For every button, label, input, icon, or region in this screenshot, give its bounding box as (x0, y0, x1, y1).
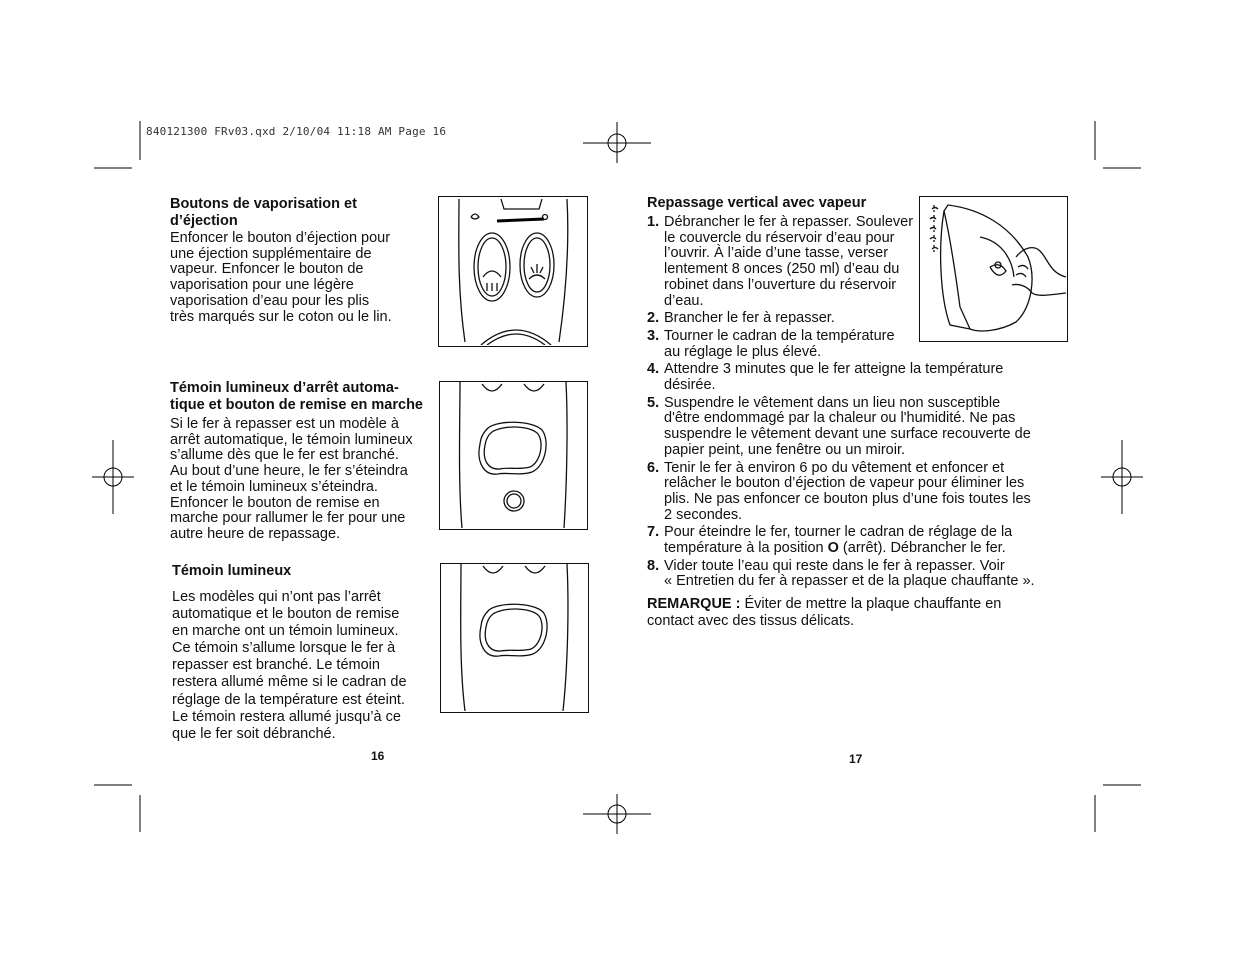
figure-auto-shutoff-light (439, 381, 588, 530)
section-title: Boutons de vaporisation et d’éjection (170, 196, 357, 229)
step: 2. Brancher le fer à repasser. (647, 310, 835, 327)
left-section-spray-burst (170, 196, 435, 325)
section-title: Témoin lumineux (172, 563, 292, 579)
section-body: Enfoncer le bouton d’éjection pour une éjection supplémentaire de vapeur. Enfoncer le bouton de vaporisation pour une légère vaporisation d’eau pour les plis très marqués sur le coton ou le lin. (170, 230, 392, 325)
page-number-right: 17 (849, 752, 863, 766)
step: 3. Tourner le cadran de la température au réglage le plus élevé. (647, 327, 895, 360)
step: 4. Attendre 3 minutes que le fer atteigne la température désirée. (647, 361, 1004, 394)
right-section-title: Repassage vertical avec vapeur (647, 195, 867, 211)
step: 5. Suspendre le vêtement dans un lieu non susceptible d'être endommagé par la chaleur ou l'humidité. Ne pas suspendre le vêtement devant une surface recouverte de papier peint, une fenêtre ou un miroir. (647, 394, 1031, 458)
print-header: 840121300 FRv03.qxd 2/10/04 11:18 AM Page 16 (146, 125, 447, 138)
figure-indicator-light (440, 563, 589, 713)
step-line: température à la position O (arrêt). Débrancher le fer. (664, 540, 1006, 557)
step: 7. Pour éteindre le fer, tourner le cadran de réglage de la température à la position O (arrêt). Débrancher le fer. (647, 525, 1067, 556)
note: REMARQUE : Éviter de mettre la plaque chauffante en contact avec des tissus délicats. (647, 596, 1002, 629)
note-label: REMARQUE : (647, 596, 741, 613)
steps-list (647, 215, 1067, 629)
section-title: Témoin lumineux d’arrêt automa- tique et bouton de remise en marche (170, 380, 423, 413)
left-section-auto-shutoff (170, 380, 435, 543)
step: 8. Vider toute l’eau qui reste dans le fer à repasser. Voir « Entretien du fer à repasser et de la plaque chauffante ». (647, 557, 1035, 590)
left-section-indicator-light (172, 563, 437, 743)
section-body: Les modèles qui n’ont pas l’arrêt automatique et le bouton de remise en marche ont un témoin lumineux. Ce témoin s’allume lorsque le fer à repasser est branché. Le témoin restera allumé même si le cadran de réglage de la température est éteint. Le témoin restera allumé jusqu’à ce que le fer soit débranché. (172, 589, 407, 742)
page-number-left: 16 (371, 749, 385, 763)
section-body: Si le fer à repasser est un modèle à arrêt automatique, le témoin lumineux s’allume dès que le fer est branché. Au bout d’une heure, le fer s’éteindra et le témoin lumineux s’éteindra. Enfoncer le bouton de remise en marche pour rallumer le fer pour une autre heure de repassage. (170, 416, 413, 542)
step: 1. Débrancher le fer à repasser. Soulever le couvercle du réservoir d’eau pour l’ouvrir. À l’aide d’une tasse, verser lentement 8 onces (250 ml) d’eau du robinet dans l’ouverture du réservoir d’eau. (647, 214, 914, 309)
figure-spray-burst-buttons (438, 196, 588, 347)
off-position-label: O (827, 540, 839, 557)
step: 6. Tenir le fer à environ 6 po du vêtement et enfoncer et relâcher le bouton d’éjection de vapeur pour éliminer les plis. Ne pas enfoncer ce bouton plus d’une fois toutes les 2 secondes. (647, 459, 1031, 523)
